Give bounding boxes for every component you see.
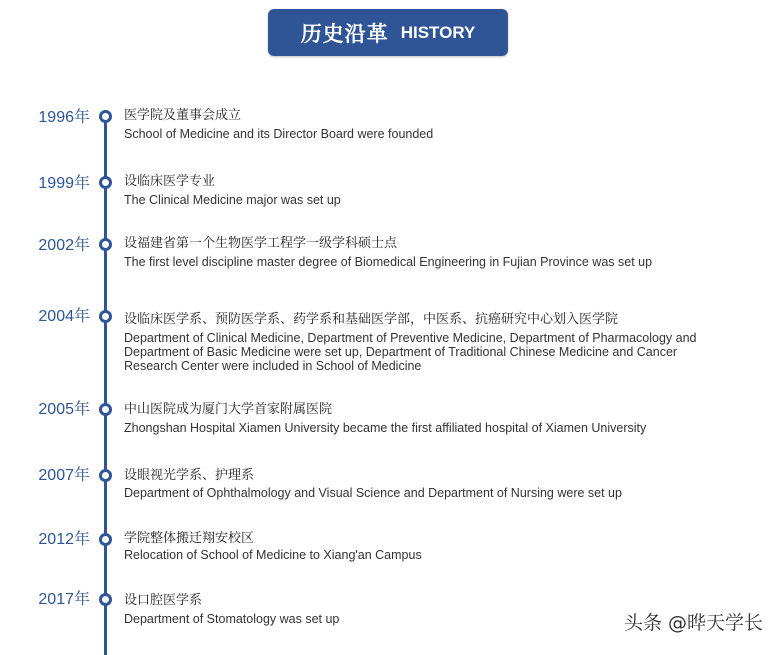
title-english: HISTORY xyxy=(400,22,476,42)
milestone-chinese: 设福建省第一个生物医学工程学一级学科硕士点 xyxy=(124,236,398,251)
year-label: 2002年 xyxy=(38,237,90,254)
title-chinese: 历史沿革 xyxy=(300,21,389,46)
timeline-dot xyxy=(99,533,112,546)
year-label: 1996年 xyxy=(38,109,90,126)
milestone-english: Department of Clinical Medicine, Department of Preventive Medicine, Department of Pharmacology and Department of Basic Medicine were set up, Department of Traditional Chinese Medicine and Cancer Research Center were included in School of Medicine xyxy=(124,331,697,373)
milestone-chinese: 设口腔医学系 xyxy=(124,593,203,608)
year-label: 1999年 xyxy=(38,175,90,192)
milestone-chinese: 医学院及董事会成立 xyxy=(124,108,242,123)
source-watermark: 头条 @晔天学长 xyxy=(623,612,763,634)
timeline-dot xyxy=(99,110,112,123)
timeline-axis xyxy=(104,110,107,655)
timeline-dot xyxy=(99,593,112,606)
milestone-english: Zhongshan Hospital Xiamen University became the first affiliated hospital of Xiamen University xyxy=(124,421,647,435)
year-label: 2012年 xyxy=(38,531,90,548)
timeline-dot xyxy=(99,310,112,323)
milestone-english: Relocation of School of Medicine to Xiang'an Campus xyxy=(124,548,422,562)
milestone-chinese: 设临床医学系、预防医学系、药学系和基础医学部，中医系、抗癌研究中心划入医学院 xyxy=(124,312,619,327)
milestone-chinese: 设临床医学专业 xyxy=(124,174,216,189)
milestone-chinese: 学院整体搬迁翔安校区 xyxy=(124,531,255,546)
milestone-chinese: 中山医院成为厦门大学首家附属医院 xyxy=(124,402,333,417)
timeline-dot xyxy=(99,403,112,416)
year-label: 2004年 xyxy=(38,308,90,325)
milestone-english: Department of Stomatology was set up xyxy=(124,612,340,626)
milestone-english: The Clinical Medicine major was set up xyxy=(124,193,341,207)
milestone-english: The first level discipline master degree of Biomedical Engineering in Fujian Province was set up xyxy=(124,255,653,269)
timeline-dot xyxy=(99,238,112,251)
year-label: 2007年 xyxy=(38,467,90,484)
timeline-dot xyxy=(99,176,112,189)
milestone-chinese: 设眼视光学系、护理系 xyxy=(124,468,255,483)
milestone-english: Department of Ophthalmology and Visual Science and Department of Nursing were set up xyxy=(124,486,622,500)
timeline-dot xyxy=(99,469,112,482)
year-label: 2017年 xyxy=(38,591,90,608)
history-title-banner xyxy=(268,9,508,56)
milestone-english: School of Medicine and its Director Board were founded xyxy=(124,127,434,141)
year-label: 2005年 xyxy=(38,401,90,418)
